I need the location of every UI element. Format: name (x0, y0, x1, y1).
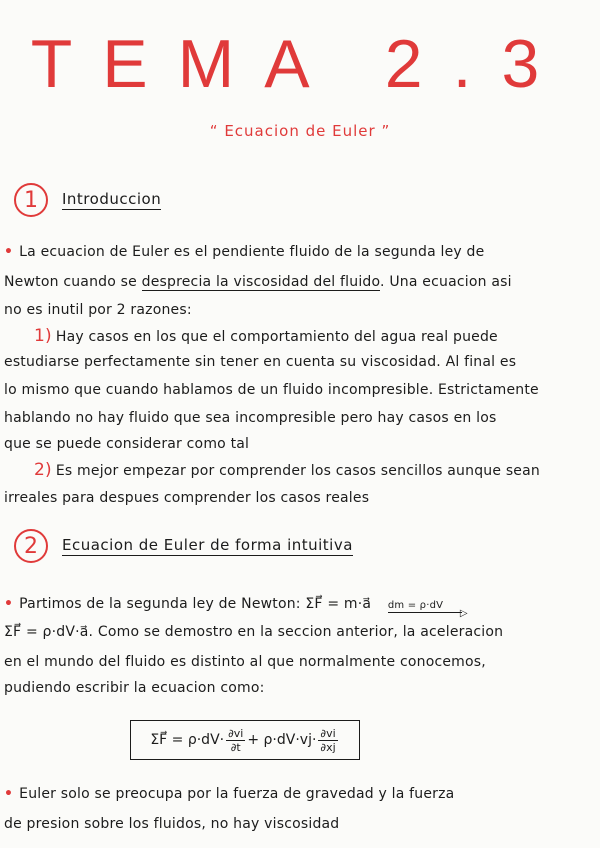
reason-2-number: 2) (34, 460, 52, 480)
section-1-header (14, 180, 161, 220)
arrow-head-icon: ▷ (459, 608, 468, 619)
page-subtitle: “ Ecuacion de Euler ” (209, 122, 391, 140)
s1-paragraph-line-1: • La ecuacion de Euler es el pendiente fluido de la segunda ley de (4, 244, 485, 260)
reason-1-number: 1) (34, 326, 52, 346)
s2-paragraph2-line-2: de presion sobre los fluidos, no hay viscosidad (4, 816, 340, 832)
section-2-title: Ecuacion de Euler de forma intuitiva (62, 536, 353, 554)
reason-1-line-2: estudiarse perfectamente sin tener en cuenta su viscosidad. Al final es (4, 354, 517, 370)
s2-paragraph-line-3: en el mundo del fluido es distinto al que normalmente conocemos, (4, 654, 486, 670)
s2-paragraph2-line-1: • Euler solo se preocupa por la fuerza de gravedad y la fuerza (4, 786, 455, 802)
s1-paragraph-line-3: no es inutil por 2 razones: (4, 302, 192, 318)
bullet-icon: • (4, 244, 14, 260)
reason-1-line-1: 1) Hay casos en los que el comportamiento del agua real puede (34, 326, 498, 346)
bullet-icon: • (4, 596, 14, 612)
underlined-text: desprecia la viscosidad del fluido (141, 274, 381, 290)
euler-equation-box: ΣF⃗ = ρ·dV· $\frac{\partial vi}{\partial t}$ + ρ·dV·vj· $\frac{\partial vi}{\partial xj}$ (130, 720, 360, 760)
reason-1-line-5: que se puede considerar como tal (4, 436, 250, 452)
section-2-header (14, 526, 353, 566)
s2-paragraph-line-4: pudiendo escribir la ecuacion como: (4, 680, 265, 696)
arrow-annotation: dm = ρ·dV ▷ (387, 600, 468, 619)
section-1-title: Introduccion (62, 190, 162, 208)
section-1-number: 1 (14, 183, 48, 217)
reason-2-line-2: irreales para despues comprender los casos reales (4, 490, 370, 506)
s2-paragraph-line-1: • Partimos de la segunda ley de Newton: ΣF⃗ = m·a⃗ dm = ρ·dV ▷ (4, 596, 468, 619)
reason-1-line-3: lo mismo que cuando hablamos de un fluido incompresible. Estrictamente (4, 382, 539, 398)
fraction-space-derivative: $\frac{\partial vi}{\partial xj}$ (320, 726, 336, 754)
s2-paragraph-line-2: ΣF⃗ = ρ·dV·a⃗. Como se demostro en la seccion anterior, la aceleracion (4, 624, 504, 640)
fraction-time-derivative: $\frac{\partial vi}{\partial t}$ (228, 726, 244, 754)
reason-1-line-4: hablando no hay fluido que sea incompresible pero hay casos en los (4, 410, 497, 426)
bullet-icon: • (4, 786, 14, 802)
reason-2-line-1: 2) Es mejor empezar por comprender los casos sencillos aunque sean (34, 460, 540, 480)
s1-paragraph-line-2: Newton cuando se desprecia la viscosidad del fluido. Una ecuacion asi (4, 274, 512, 290)
page-title: TEMA 2.3 (30, 26, 570, 102)
arrow-line (388, 612, 462, 613)
section-2-number: 2 (14, 529, 48, 563)
